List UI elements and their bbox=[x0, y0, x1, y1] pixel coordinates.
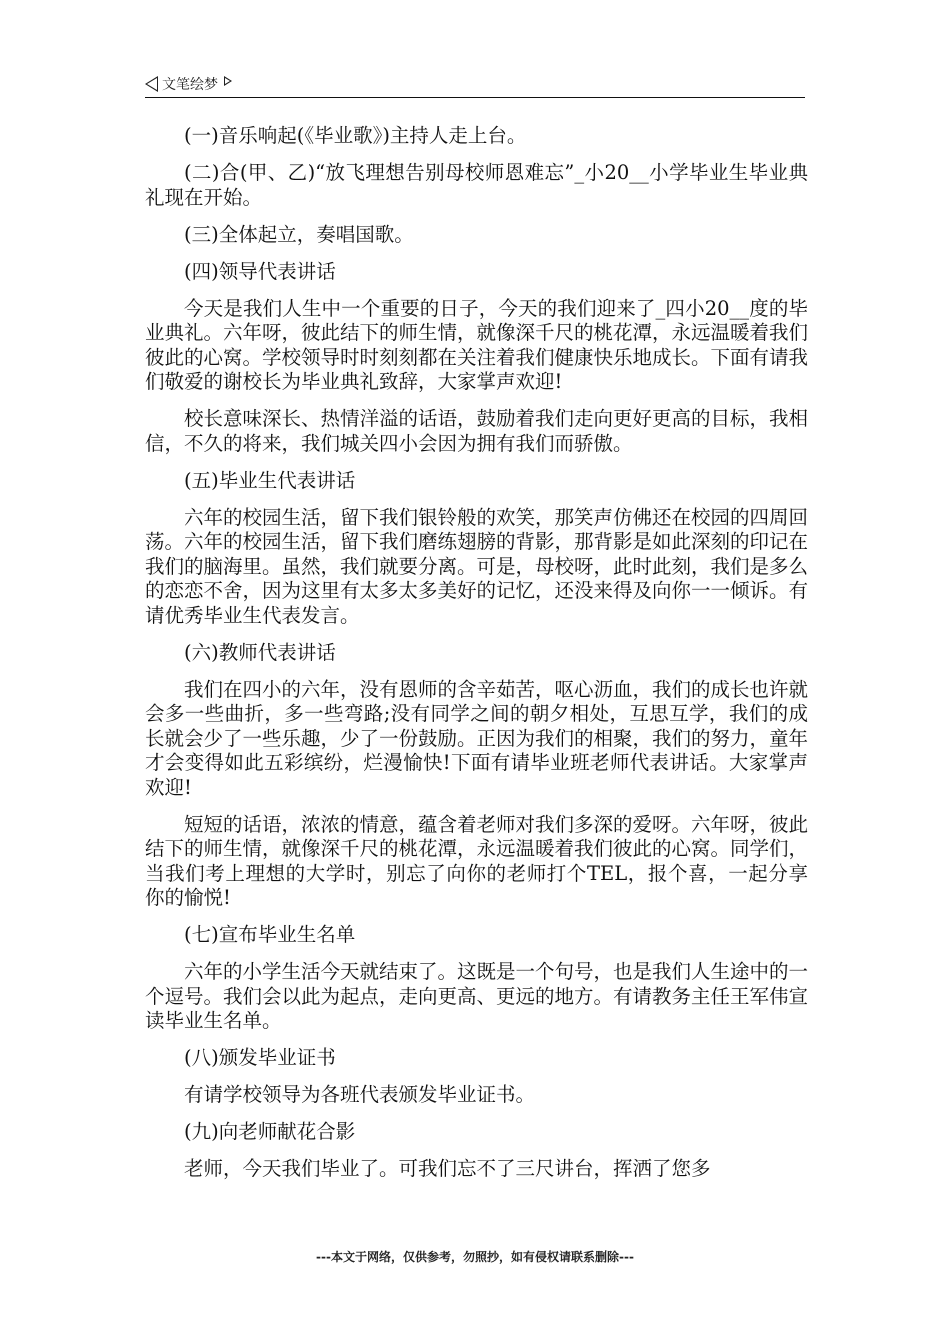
paragraph: 有请学校领导为各班代表颁发毕业证书。 bbox=[184, 1083, 536, 1106]
paragraph: (二)合(甲、乙)“放飞理想告别母校师恩难忘”_小20__小学毕业生毕业典礼现在开始。 bbox=[145, 161, 808, 209]
document-body bbox=[145, 124, 808, 1194]
section-heading: (六)教师代表讲话 bbox=[184, 640, 336, 664]
paragraph: 我们在四小的六年，没有恩师的含辛茹苦，呕心沥血，我们的成长也许就会多一些曲折，多一些弯路;没有同学之间的朝夕相处，互思互学，我们的成长就会少了一些乐趣，少了一份鼓励。正因为我们的相聚，我们的努力，童年才会变得如此五彩缤纷，烂漫愉快!下面有请毕业班老师代表讲话。大家掌声欢迎! bbox=[145, 677, 809, 799]
right-triangle-icon bbox=[224, 76, 232, 86]
paragraph: 六年的校园生活，留下我们银铃般的欢笑，那笑声仿佛还在校园的四周回荡。六年的校园生活，留下我们磨练翅膀的背影，那背影是如此深刻的印记在我们的脑海里。虽然，我们就要分离。可是，母校呀，此时此刻，我们是多么的恋恋不舍，因为这里有太多太多美好的记忆，还没来得及向你一一倾诉。有请优秀毕业生代表发言。 bbox=[145, 505, 809, 627]
page-header bbox=[145, 70, 805, 98]
section-heading: (五)毕业生代表讲话 bbox=[184, 468, 356, 492]
paragraph: 今天是我们人生中一个重要的日子，今天的我们迎来了_四小20__度的毕业典礼。六年呀，彼此结下的师生情，就像深千尺的桃花潭，永远温暖着我们彼此的心窝。学校领导时时刻刻都在关注着我们健康快乐地成长。下面有请我们敬爱的谢校长为毕业典礼致辞，大家掌声欢迎! bbox=[145, 296, 809, 393]
section-heading: (八)颁发毕业证书 bbox=[184, 1046, 336, 1069]
page-footer: ---本文于网络，仅供参考，勿照抄，如有侵权请联系删除--- bbox=[316, 1250, 634, 1264]
header-brand bbox=[145, 74, 232, 94]
paragraph: 六年的小学生活今天就结束了。这既是一个句号，也是我们人生途中的一个逗号。我们会以此为起点，走向更高、更远的地方。有请教务主任王军伟宣读毕业生名单。 bbox=[145, 960, 809, 1032]
brand-name: 文笔绘梦 bbox=[162, 77, 218, 93]
paragraph: 校长意味深长、热情洋溢的话语，鼓励着我们走向更好更高的目标，我相信，不久的将来，我们城关四小会因为拥有我们而骄傲。 bbox=[145, 407, 809, 455]
paragraph: 老师，今天我们毕业了。可我们忘不了三尺讲台，挥洒了您多 bbox=[184, 1157, 711, 1180]
section-heading: (七)宣布毕业生名单 bbox=[184, 923, 356, 946]
paragraph: 短短的话语，浓浓的情意，蕴含着老师对我们多深的爱呀。六年呀，彼此结下的师生情，就像深千尺的桃花潭，永远温暖着我们彼此的心窝。同学们，当我们考上理想的大学时，别忘了向你的老师打个TEL，报个喜，一起分享你的愉悦! bbox=[145, 812, 809, 909]
section-heading: (九)向老师献花合影 bbox=[184, 1120, 356, 1143]
paragraph: (一)音乐响起(《毕业歌》)主持人走上台。 bbox=[184, 124, 527, 147]
left-triangle-icon bbox=[145, 76, 158, 92]
section-heading: (四)领导代表讲话 bbox=[184, 259, 336, 283]
header-divider bbox=[145, 97, 805, 98]
paragraph: (三)全体起立，奏唱国歌。 bbox=[184, 222, 414, 246]
